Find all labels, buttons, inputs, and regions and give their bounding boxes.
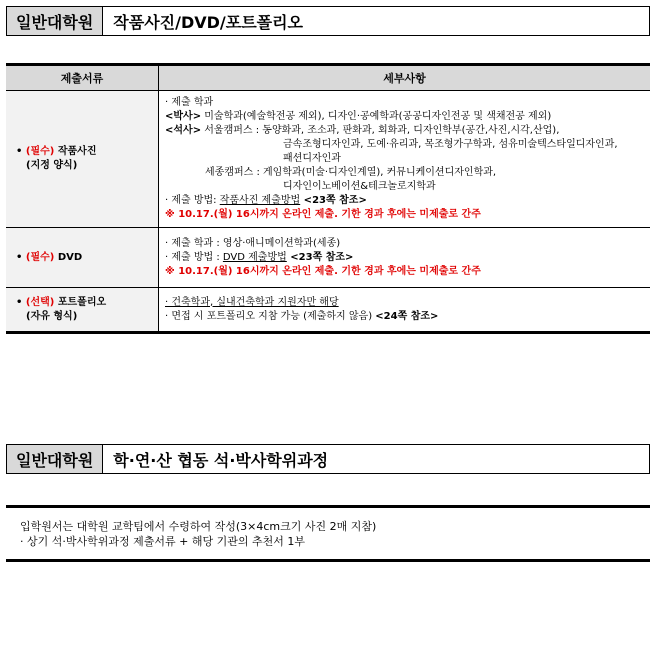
info-line-1: 입학원서는 대학원 교학팀에서 수령하여 작성(3×4cm크기 사진 2매 지참) — [20, 520, 377, 533]
photo-method-link: 작품사진 제출방법 — [219, 195, 301, 206]
document-cell-portfolio: • (선택) 포트폴리오 (자유 형식) — [6, 288, 159, 333]
deadline-notice: ※ 10.17.(월) 16시까지 온라인 제출. 기한 경과 후에는 미제출로 간주 — [165, 265, 481, 277]
section-title: 작품사진/DVD/포트폴리오 — [113, 12, 304, 32]
document-name: 작품사진 — [57, 146, 97, 157]
required-badge: (필수) — [25, 251, 55, 263]
section-header-2 — [6, 444, 650, 474]
optional-badge: (선택) — [25, 296, 55, 308]
column-header-documents: 제출서류 — [6, 65, 159, 91]
info-box — [6, 505, 650, 562]
document-name: 포트폴리오 — [57, 296, 107, 308]
table-header-row — [6, 65, 650, 91]
column-header-details: 세부사항 — [159, 65, 651, 91]
section-tag: 일반대학원 — [7, 445, 103, 473]
table-row — [6, 91, 650, 228]
info-line-2: · 상기 석·박사학위과정 제출서류 + 해당 기관의 추천서 1부 — [20, 535, 305, 548]
section-title: 학·연·산 협동 석·박사학위과정 — [113, 450, 329, 470]
submission-table — [6, 63, 650, 334]
details-cell-photos: · 제출 학과 <박사> 미술학과(예술학전공 제외), 디자인·공예학과(공공디자인전공 및 색채전공 제외) <석사> 서울캠퍼스 : 동양화과, 조소과, 판화과, 회화과, 디자인학부(공간,사진,시각,산업), 금속조형디자인과, 도예·유리과, 목조형가구학과, 섬유미술텍스타일디자인과, 패션디자인과 세종캠퍼스 : 게임학과(미술·디자인계열), 커뮤니케이션디자인학과, 디자인이노베이션&테크놀로지학과 · 제출 방법: 작품사진 제출방법 <23쪽 참조> ※ 10.17.(월) 16시까지 온라인 제출. 기한 경과 후에는 미제출로 간주 — [159, 91, 651, 228]
document-cell-photos: • (필수) 작품사진 (지정 양식) — [6, 91, 159, 228]
document-format: (자유 형식) — [26, 310, 78, 322]
dvd-method-link: DVD 제출방법 — [222, 251, 287, 263]
required-badge: (필수) — [25, 146, 55, 157]
section-tag: 일반대학원 — [7, 7, 103, 35]
section-header-1 — [6, 6, 650, 36]
table-row — [6, 228, 650, 288]
details-cell-portfolio: · 건축학과, 실내건축학과 지원자만 해당 · 면접 시 포트폴리오 지참 가능 (제출하지 않음) <24쪽 참조> — [159, 288, 651, 333]
deadline-notice: ※ 10.17.(월) 16시까지 온라인 제출. 기한 경과 후에는 미제출로 간주 — [165, 209, 481, 220]
details-cell-dvd: · 제출 학과 : 영상·애니메이션학과(세종) · 제출 방법 : DVD 제출방법 <23쪽 참조> ※ 10.17.(월) 16시까지 온라인 제출. 기한 경과 후에는 미제출로 간주 — [159, 228, 651, 288]
table-row — [6, 288, 650, 333]
document-name: DVD — [57, 251, 83, 263]
document-format: (지정 양식) — [26, 160, 78, 171]
document-cell-dvd: • (필수) DVD — [6, 228, 159, 288]
